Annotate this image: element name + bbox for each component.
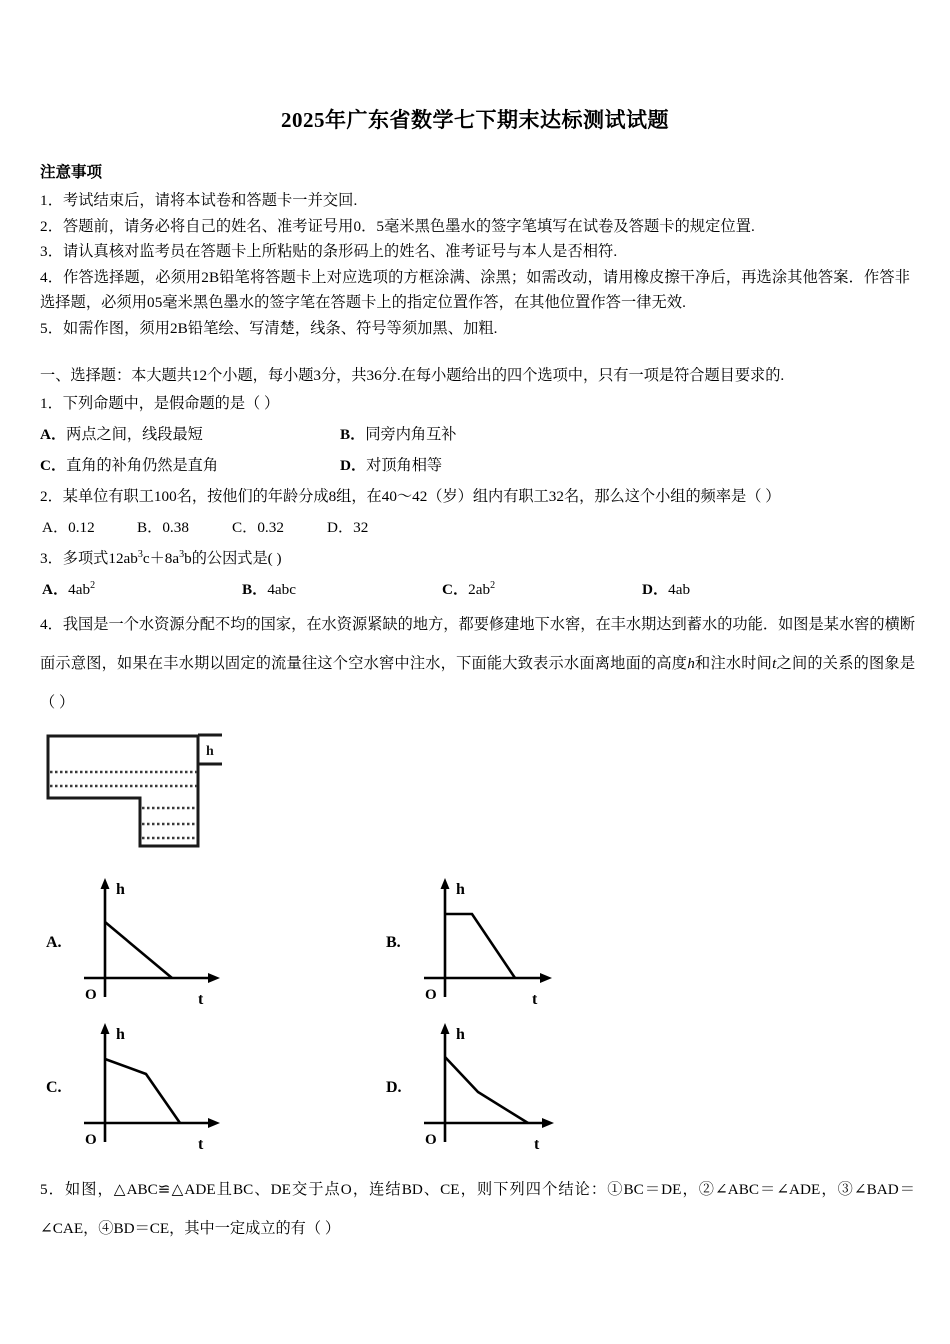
question-5-text: 如图，△ABC≌△ADE且BC、DE交于点O，连结BD、CE，则下列四个结论：①BC＝DE，②∠ABC＝∠ADE，③∠BAD＝∠CAE，④BD＝CE，其中一定成立的有（ ）	[40, 1181, 915, 1237]
graph-option-D-label: D.	[386, 1079, 402, 1096]
cellar-outline	[48, 736, 198, 846]
question-3-exponent-2: 3	[179, 548, 185, 560]
question-4-variable-t: t	[772, 655, 777, 672]
graph-options-row-2	[40, 1017, 760, 1162]
question-4-text-part2: 和注水时间	[694, 655, 773, 672]
question-2-text: 某单位有职工100名，按他们的年龄分成8组，在40～42（岁）组内有职工32名，那么这个小组的频率是（ ）	[62, 488, 781, 505]
notice-list	[40, 188, 910, 341]
question-4	[40, 605, 915, 722]
graph-C-curve	[105, 1059, 180, 1123]
option-3-B-base: 4abc	[267, 581, 296, 598]
graph-option-B-label: B.	[386, 934, 401, 951]
question-3-text-mid: c＋8a	[142, 550, 180, 567]
graph-C-svg	[70, 1017, 250, 1157]
graph-C-axis-label-h: h	[116, 1026, 125, 1043]
question-4-text-part1: 我国是一个水资源分配不均的国家，在水资源紧缺的地方，都要修建地下水窖，在丰水期达到蓄水的功能．如图是某水窖的横断面示意图，如果在丰水期以固定的流量往这个空水窖中注水，下面能大致表示水面离地面的高度	[40, 616, 916, 672]
option-2-B-text: 0.38	[162, 519, 189, 536]
question-3	[40, 543, 915, 605]
option-1-C-text: 直角的补角仍然是直角	[66, 457, 219, 474]
page-title: 2025年广东省数学七下期末达标测试试题	[281, 108, 669, 132]
question-2	[40, 481, 915, 543]
question-1-options-row-2	[40, 450, 915, 481]
notice-item: 4．作答选择题，必须用2B铅笔将答题卡上对应选项的方框涂满、涂黑；如需改动，请用橡皮擦干净后，再选涂其他答案．作答非选择题，必须用05毫米黑色墨水的签字笔在答题卡上的指定位置作答，在其他位置作答一律无效.	[40, 268, 910, 311]
notice-item: 1．考试结束后，请将本试卷和答题卡一并交回.	[40, 192, 358, 209]
graph-A-origin-label: O	[85, 987, 97, 1003]
option-3-A-base: 4ab	[68, 581, 91, 598]
question-4-stem	[40, 605, 915, 722]
graph-C-y-arrow	[101, 1023, 110, 1034]
graph-option-C-label: C.	[46, 1079, 62, 1096]
question-2-options-row	[40, 512, 915, 543]
option-3-A[interactable]	[40, 574, 242, 605]
option-2-D[interactable]	[327, 512, 422, 543]
graph-D-svg	[410, 1017, 590, 1157]
graph-A-axis-label-h: h	[116, 881, 125, 898]
question-4-text-part3: 之间的关系的图象是（ ）	[40, 655, 916, 711]
graph-D-axis-label-h: h	[456, 1026, 465, 1043]
notice-item: 2．答题前，请务必将自己的姓名、准考证号用0．5毫米黑色墨水的签字笔填写在试卷及答题卡的规定位置.	[40, 217, 755, 235]
question-1-options-row-1	[40, 419, 915, 450]
graph-A-y-arrow	[101, 878, 110, 889]
option-1-C-label: C．	[40, 457, 67, 474]
option-3-C-label: C．	[442, 581, 469, 598]
graph-C-axis-label-t: t	[198, 1136, 204, 1153]
notice-item: 5．如需作图，须用2B铅笔绘、写清楚，线条、符号等须加黑、加粗.	[40, 319, 498, 337]
question-3-stem	[40, 543, 915, 574]
graph-options-row-1	[40, 872, 760, 1017]
water-cellar-figure	[40, 728, 290, 868]
graph-B-axis-label-t: t	[532, 991, 538, 1008]
question-3-options-row	[40, 574, 915, 605]
section-heading: 一、选择题：本大题共12个小题，每小题3分，共36分.在每小题给出的四个选项中，只有一项是符合题目要求的.	[40, 367, 785, 384]
question-1	[40, 388, 915, 481]
question-2-stem	[40, 481, 915, 512]
graph-A-curve	[105, 922, 172, 978]
graph-A-svg	[70, 872, 250, 1012]
graph-option-C[interactable]	[40, 1017, 380, 1162]
option-1-A[interactable]	[40, 419, 340, 450]
graph-option-A-label: A.	[46, 934, 62, 951]
notice-item: 3．请认真核对监考员在答题卡上所粘贴的条形码上的姓名、准考证号与本人是否相符.	[40, 243, 618, 260]
question-4-number: 4．	[40, 616, 63, 633]
graph-option-A[interactable]	[40, 872, 380, 1017]
option-3-C[interactable]	[442, 574, 642, 605]
option-2-D-label: D．	[327, 519, 354, 536]
question-4-graph-options	[40, 872, 760, 1162]
option-2-C[interactable]	[232, 512, 327, 543]
question-4-variable-h: h	[687, 655, 695, 672]
graph-D-curve	[445, 1057, 528, 1123]
option-3-A-exponent: 2	[90, 579, 96, 591]
graph-B-axis-label-h: h	[456, 881, 465, 898]
question-3-text-suffix: b的公因式是( )	[184, 550, 282, 567]
question-3-number: 3．	[40, 550, 63, 567]
graph-D-y-arrow	[441, 1023, 450, 1034]
option-1-D-text: 对顶角相等	[366, 457, 443, 474]
graph-C-x-arrow	[208, 1118, 220, 1128]
option-2-C-label: C．	[232, 519, 258, 536]
option-2-A-label: A．	[42, 519, 69, 536]
question-3-exponent-1: 3	[137, 548, 143, 560]
option-3-C-exponent: 2	[490, 579, 496, 591]
graph-D-x-arrow	[542, 1118, 554, 1128]
question-1-text: 下列命题中，是假命题的是（ ）	[62, 395, 280, 412]
graph-D-origin-label: O	[425, 1132, 437, 1148]
graph-A-x-arrow	[208, 973, 220, 983]
option-1-D[interactable]	[340, 450, 442, 481]
option-3-D-base: 4ab	[668, 581, 691, 598]
graph-B-x-arrow	[540, 973, 552, 983]
graph-A-axis-label-t: t	[198, 991, 204, 1008]
option-1-B-text: 同旁内角互补	[365, 426, 457, 443]
question-5-number: 5．	[40, 1181, 65, 1198]
option-3-B-label: B．	[242, 581, 268, 598]
option-1-C[interactable]	[40, 450, 340, 481]
option-2-B-label: B．	[137, 519, 163, 536]
option-1-A-text: 两点之间，线段最短	[66, 426, 203, 443]
question-5-stem	[40, 1170, 915, 1248]
option-3-D[interactable]	[642, 574, 842, 605]
option-3-D-label: D．	[642, 581, 669, 598]
option-3-B[interactable]	[242, 574, 442, 605]
graph-B-y-arrow	[441, 878, 450, 889]
height-label-h: h	[206, 744, 214, 759]
option-2-A[interactable]	[40, 512, 137, 543]
option-2-B[interactable]	[137, 512, 232, 543]
graph-B-origin-label: O	[425, 987, 437, 1003]
graph-B-svg	[410, 872, 590, 1012]
graph-option-D[interactable]	[380, 1017, 720, 1162]
graph-D-axis-label-t: t	[534, 1136, 540, 1153]
graph-C-origin-label: O	[85, 1132, 97, 1148]
option-1-A-label: A．	[40, 426, 67, 443]
question-1-number: 1．	[40, 395, 63, 412]
option-3-A-label: A．	[42, 581, 69, 598]
question-3-text-prefix: 多项式12ab	[62, 550, 138, 567]
option-1-D-label: D．	[340, 457, 367, 474]
option-1-B[interactable]	[340, 419, 456, 450]
graph-B-curve	[445, 914, 515, 978]
option-2-D-text: 32	[353, 519, 369, 536]
question-2-number: 2．	[40, 488, 63, 505]
question-5	[40, 1170, 915, 1248]
option-3-C-base: 2ab	[468, 581, 491, 598]
option-2-A-text: 0.12	[68, 519, 95, 536]
question-1-stem	[40, 388, 915, 419]
notice-heading: 注意事项	[40, 164, 103, 181]
water-cellar-diagram	[40, 728, 290, 868]
graph-option-B[interactable]	[380, 872, 720, 1017]
option-2-C-text: 0.32	[257, 519, 284, 536]
option-1-B-label: B．	[340, 426, 366, 443]
